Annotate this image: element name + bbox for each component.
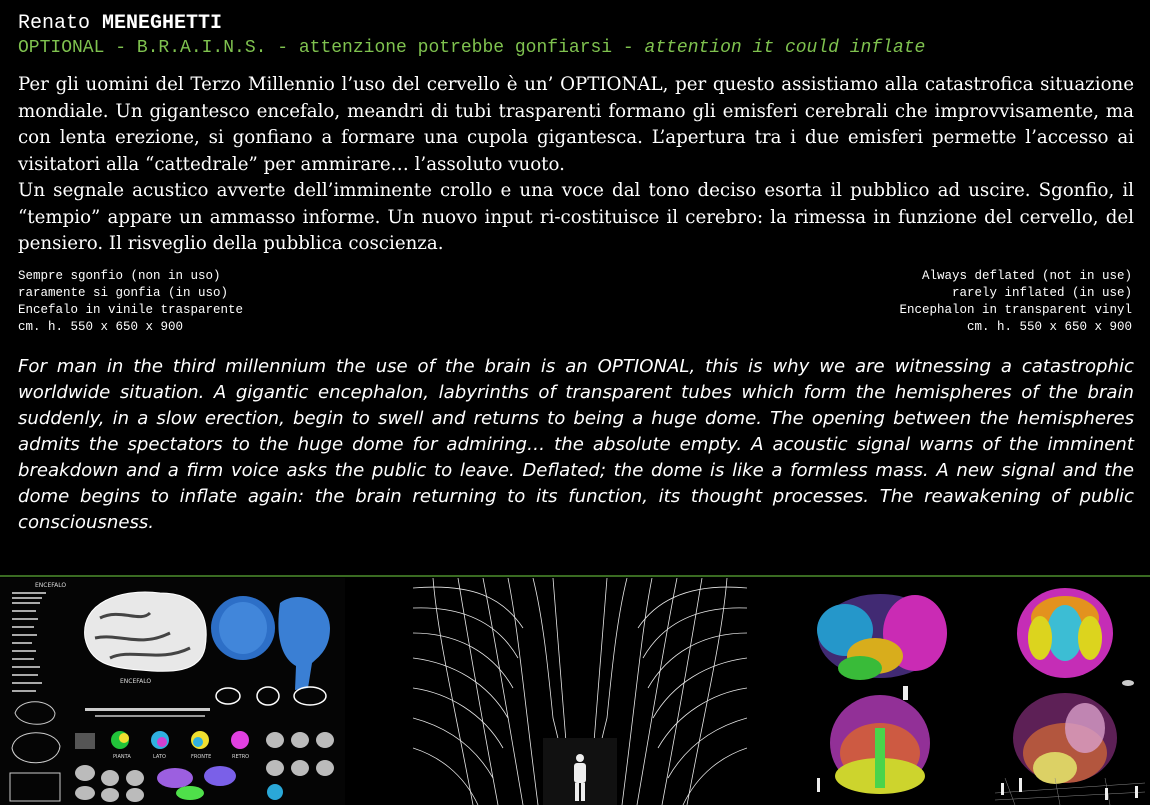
spec-line: Encefalo in vinile trasparente bbox=[18, 303, 244, 317]
work-subtitle: OPTIONAL - B.R.A.I.N.S. - attenzione potrebbe gonfiarsi - attention it could inflate bbox=[18, 38, 926, 58]
encefalo-brain-label: ENCEFALO bbox=[120, 678, 152, 685]
italian-paragraph-2: Un segnale acustico avverte dell’imminente crollo e una voce dal tono deciso esorta il pubblico ad uscire. Sgonfio, il “tempio” appare un ammasso informe. Un nuovo input ri-costituisce il cerebro: la rimessa in funzione del cervello, del pensiero. Il risveglio della pubblica coscienza. bbox=[18, 180, 1134, 254]
author-name: Renato MENEGHETTI bbox=[18, 12, 223, 35]
wireframe-interior-image bbox=[413, 578, 747, 805]
spec-line: rarely inflated (in use) bbox=[951, 286, 1132, 300]
spec-line: cm. h. 550 x 650 x 900 bbox=[966, 320, 1132, 334]
view-label-pianta: PIANTA bbox=[113, 754, 131, 760]
view-label-fronte: FRONTE bbox=[191, 754, 212, 760]
section-divider bbox=[0, 575, 1150, 577]
colored-brain-renders-image bbox=[805, 578, 1150, 805]
specs-italian bbox=[18, 268, 243, 336]
spec-line: raramente si gonfia (in uso) bbox=[18, 286, 229, 300]
spec-line: Sempre sgonfio (non in uso) bbox=[18, 269, 221, 283]
english-description: For man in the third millennium the use of the brain is an OPTIONAL, this is why we are witnessing a catastrophic worldwide situation. A gigantic encephalon, labyrinths of transparent tubes which form the hemispheres of the brain suddenly, in a slow erection, begin to swell and returns to being a huge dome. The opening between the hemispheres admits the spectators to the huge dome for admiring… the absolute empty. A acoustic signal warns of the imminent breakdown and a firm voice asks the public to leave. Deflated; the dome is like a formless mass. A new signal and the dome begins to inflate again: the brain returning to its function, its thought processes. The reawakening of public consciousness. bbox=[18, 356, 1134, 533]
spec-line: Encephalon in transparent vinyl bbox=[899, 303, 1132, 317]
encefalo-top-label: ENCEFALO bbox=[35, 582, 67, 589]
anatomy-reference-image bbox=[0, 578, 345, 805]
view-label-retro: RETRO bbox=[232, 754, 250, 760]
specs-english bbox=[899, 268, 1132, 336]
spec-line: Always deflated (not in use) bbox=[921, 269, 1132, 283]
header bbox=[18, 12, 1138, 60]
italian-paragraph-1: Per gli uomini del Terzo Millennio l’uso del cervello è un’ OPTIONAL, per questo assistiamo alla catastrofica situazione mondiale. Un gigantesco encefalo, meandri di tubi trasparenti formano gli emisferi cerebrali che improvvisamente, ma con lenta erezione, si gonfiano a formare una cupola gigantesca. L’apertura tra i due emisferi permette l’accesso ai visitatori alla “cattedrale” per ammirare… l’assoluto vuoto. bbox=[18, 74, 1134, 175]
view-label-lato: LATO bbox=[153, 754, 166, 760]
italian-description bbox=[18, 72, 1134, 258]
spec-line: cm. h. 550 x 650 x 900 bbox=[18, 320, 184, 334]
